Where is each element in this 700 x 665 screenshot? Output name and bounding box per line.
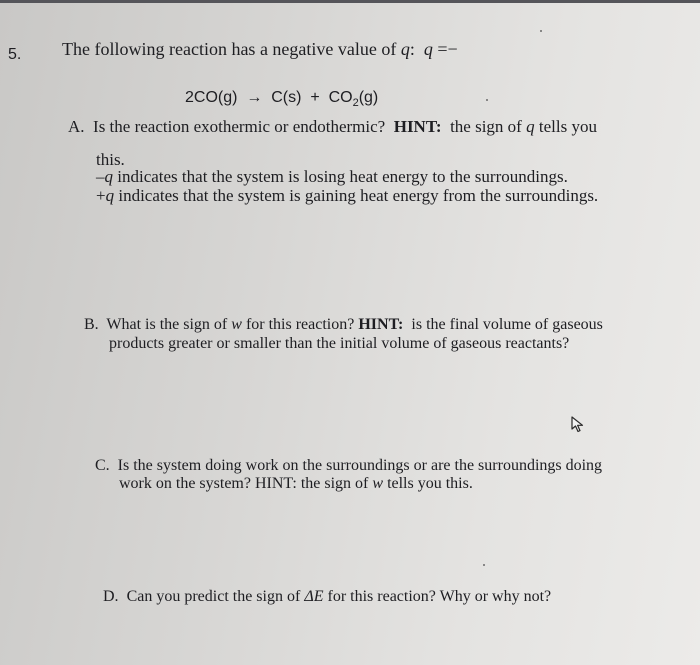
part-a-hint-label: HINT: bbox=[393, 117, 442, 136]
part-b-hint-label: HINT: bbox=[358, 316, 404, 333]
equation-co2 bbox=[328, 89, 379, 110]
pos-var: q bbox=[105, 186, 115, 205]
part-a-hint-cont: this. bbox=[96, 150, 125, 169]
part-a-hint-pre: the sign of bbox=[450, 117, 522, 136]
mouse-pointer-icon bbox=[571, 416, 587, 434]
equation-arrow: → bbox=[246, 89, 263, 106]
part-c-line2-var: w bbox=[372, 475, 384, 492]
part-b-question-post: for this reaction? bbox=[245, 316, 355, 333]
co2-suffix: (g) bbox=[358, 89, 379, 106]
part-a-hint-var: q bbox=[526, 117, 535, 136]
part-b-hint-line2: products greater or smaller than the initial volume of gaseous reactants? bbox=[109, 335, 570, 352]
intro-text: The following reaction has a negative value of bbox=[62, 39, 401, 59]
part-c-line1 bbox=[95, 456, 602, 476]
part-d-line1 bbox=[103, 587, 551, 607]
equation-reactant: 2CO(g) bbox=[185, 89, 238, 106]
intro-colon: : bbox=[409, 39, 415, 59]
part-a-hint-post: tells you bbox=[538, 117, 597, 136]
reaction-equation bbox=[185, 88, 378, 113]
neg-var: q bbox=[104, 167, 113, 186]
equation-plus: + bbox=[310, 89, 320, 106]
part-c-text-line1: Is the system doing work on the surroundings or are the surroundings doing bbox=[117, 457, 603, 474]
part-b-line2 bbox=[109, 334, 569, 354]
intro-q-value: q bbox=[423, 39, 433, 59]
part-a-question: Is the reaction exothermic or endothermic? bbox=[93, 117, 386, 136]
part-b-hint-line1: is the final volume of gaseous bbox=[411, 316, 603, 333]
question-number: 5. bbox=[8, 46, 22, 63]
part-b-line1 bbox=[84, 315, 603, 335]
part-a-positive-q bbox=[96, 186, 598, 206]
part-c-letter: C. bbox=[95, 457, 110, 474]
pos-sign: + bbox=[96, 186, 106, 205]
neg-text: indicates that the system is losing heat energy to the surroundings. bbox=[117, 167, 568, 186]
part-d-question-pre: Can you predict the sign of bbox=[126, 588, 301, 605]
part-b-question-var: w bbox=[231, 316, 242, 333]
part-d-delta-e: ΔE bbox=[304, 588, 324, 605]
part-c-line2 bbox=[119, 474, 473, 494]
part-d-question-post: for this reaction? Why or why not? bbox=[327, 588, 552, 605]
part-d-letter: D. bbox=[103, 588, 119, 605]
intro-q-symbol: q bbox=[400, 39, 410, 59]
part-c-line2-pre: work on the system? HINT: the sign of bbox=[119, 475, 369, 492]
part-a-letter: A. bbox=[68, 117, 85, 136]
question-intro bbox=[62, 39, 458, 59]
paper-speck bbox=[540, 30, 542, 32]
part-c-line2-post: tells you this. bbox=[387, 475, 473, 492]
intro-equals-minus: =− bbox=[437, 39, 458, 59]
page-top-edge bbox=[0, 0, 700, 3]
equation-product-carbon: C(s) bbox=[271, 89, 302, 106]
co2-prefix: CO bbox=[328, 89, 353, 106]
pos-text: indicates that the system is gaining heat energy from the surroundings. bbox=[118, 186, 599, 205]
part-a-negative-q bbox=[96, 167, 568, 187]
co2-subscript: 2 bbox=[352, 97, 359, 110]
paper-speck bbox=[486, 99, 488, 101]
neg-sign: – bbox=[96, 167, 105, 186]
part-b-letter: B. bbox=[84, 316, 99, 333]
part-b-question-pre: What is the sign of bbox=[106, 316, 228, 333]
part-a-line1 bbox=[68, 117, 597, 137]
paper-speck bbox=[483, 564, 485, 566]
